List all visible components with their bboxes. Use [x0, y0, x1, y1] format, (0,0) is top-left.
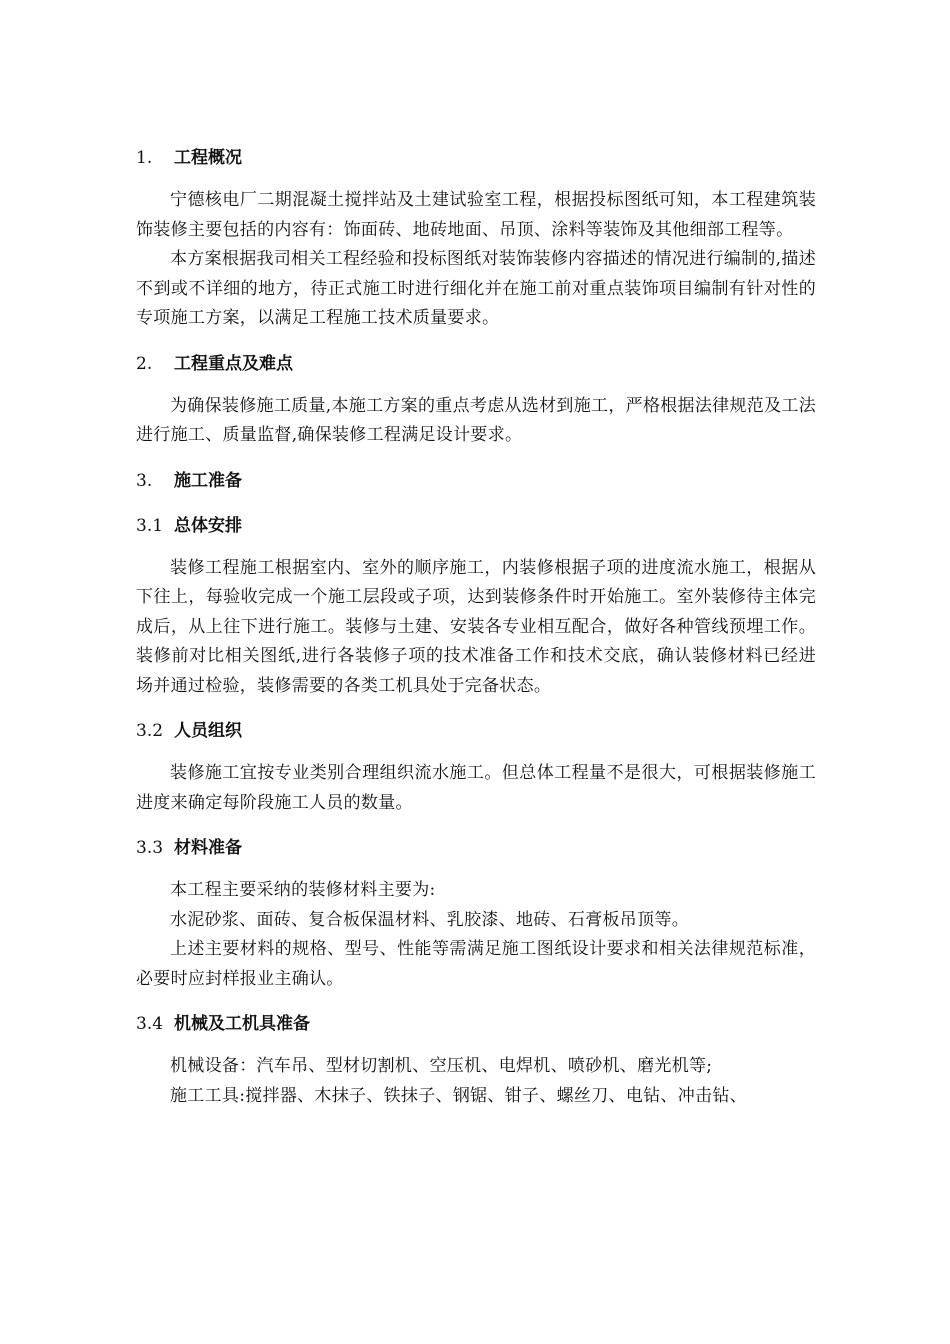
- paragraph: 宁德核电厂二期混凝土搅拌站及土建试验室工程，根据投标图纸可知，本工程建筑装饰装修主要包括的内容有：饰面砖、地砖地面、吊顶、涂料等装饰及其他细部工程等。: [136, 190, 816, 240]
- section-title: 总体安排: [174, 515, 242, 536]
- document-page: [136, 143, 816, 1111]
- section-3-heading: [136, 466, 816, 496]
- section-number: 3.2: [136, 721, 164, 741]
- section-number: 3.1: [136, 515, 164, 536]
- paragraph: 装修工程施工根据室内、室外的顺序施工，内装修根据子项的进度流水施工，根据从下往上，每验收完成一个施工层段或子项，达到装修条件时开始施工。室外装修待主体完成后，从上往下进行施工。装修与土建、安装各专业相互配合，做好各种管线预埋工作。装修前对比相关图纸,进行各装修子项的技术准备工作和技术交底，确认装修材料已经进场并通过检验，装修需要的各类工机具处于完备状态。: [136, 557, 816, 696]
- paragraph: 水泥砂浆、面砖、复合板保温材料、乳胶漆、地砖、石膏板吊顶等。: [170, 909, 689, 930]
- section-title: 机械及工机具准备: [174, 1014, 310, 1034]
- section-title: 人员组织: [174, 721, 242, 741]
- section-title: 工程概况: [174, 148, 242, 168]
- paragraph: 机械设备：汽车吊、型材切割机、空压机、电焊机、喷砂机、磨光机等;: [170, 1056, 713, 1076]
- section-2-heading: [136, 349, 816, 379]
- paragraph: 施工工具:搅拌器、木抹子、铁抹子、钢锯、钳子、螺丝刀、电钻、冲击钻、: [170, 1085, 747, 1106]
- section-3-2-heading: [136, 716, 816, 746]
- section-number: 3.4: [136, 1014, 164, 1034]
- section-3-3-heading: [136, 833, 816, 863]
- section-number: 3.3: [136, 838, 164, 858]
- paragraph: 为确保装修施工质量,本施工方案的重点考虑从选材到施工，严格根据法律规范及工法进行施工、质量监督,确保装修工程满足设计要求。: [136, 395, 816, 445]
- paragraph: 本方案根据我司相关工程经验和投标图纸对装饰装修内容描述的情况进行编制的,描述不到或不详细的地方，待正式施工时进行细化并在施工前对重点装饰项目编制有针对性的专项施工方案，以满足工程施工技术质量要求。: [136, 249, 816, 328]
- paragraph: 上述主要材料的规格、型号、性能等需满足施工图纸设计要求和相关法律规范标准，必要时应封样报业主确认。: [136, 939, 816, 989]
- section-title: 工程重点及难点: [174, 353, 293, 374]
- section-number: 1.: [136, 148, 153, 168]
- section-3-1-heading: [136, 511, 816, 541]
- section-number: 2.: [136, 353, 153, 374]
- section-number: 3.: [136, 470, 153, 491]
- section-title: 材料准备: [174, 838, 242, 858]
- paragraph: 本工程主要采纳的装修材料主要为:: [170, 880, 436, 900]
- section-title: 施工准备: [174, 470, 242, 491]
- section-1-heading: [136, 143, 816, 173]
- section-3-4-heading: [136, 1009, 816, 1039]
- paragraph: 装修施工宜按专业类别合理组织流水施工。但总体工程量不是很大，可根据装修施工进度来确定每阶段施工人员的数量。: [136, 763, 816, 813]
